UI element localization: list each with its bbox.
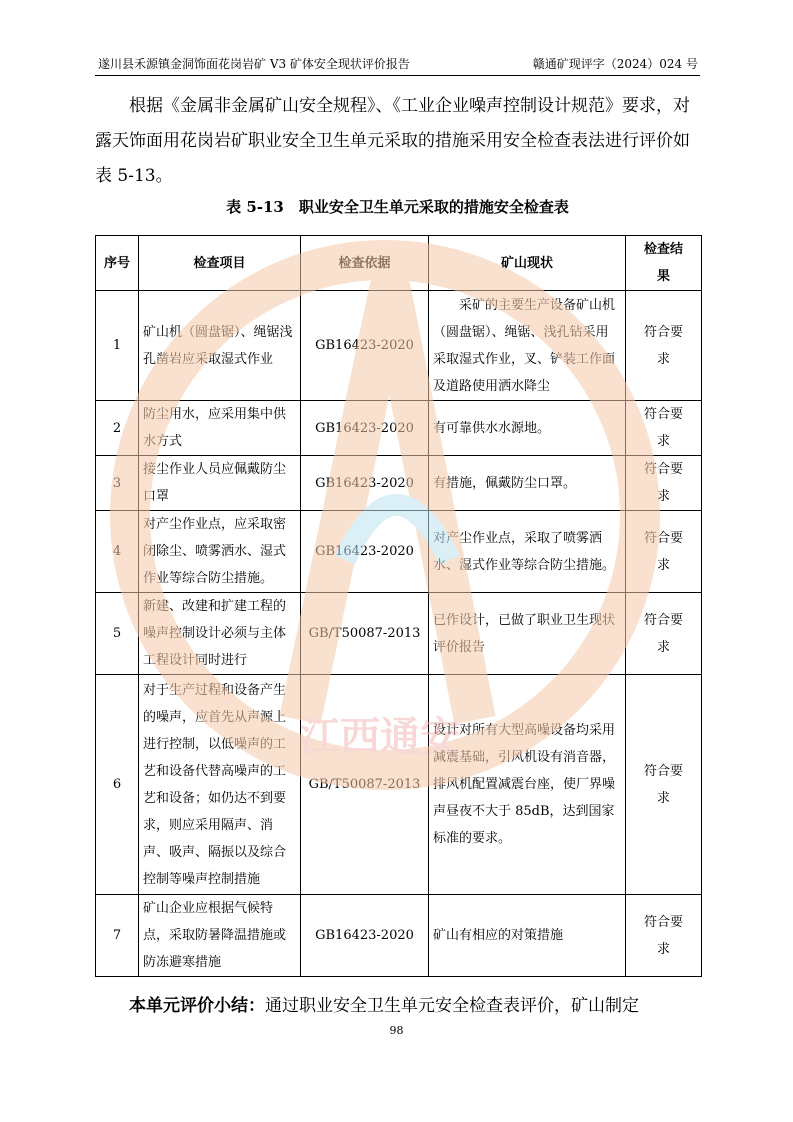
cell-status: 对产尘作业点，采取了喷雾洒水、湿式作业等综合防尘措施。 [429, 511, 626, 593]
cell-result: 符合要求 [626, 593, 702, 675]
header-status: 矿山现状 [429, 236, 626, 291]
intro-paragraph: 根据《金属非金属矿山安全规程》、《工业企业噪声控制设计规范》要求，对露天饰面用花岗岩矿职业安全卫生单元采取的措施采用安全检查表法进行评价如表 5-13。 [95, 96, 690, 186]
cell-result: 符合要求 [626, 456, 702, 511]
page-number: 98 [389, 1024, 404, 1037]
cell-no: 2 [96, 401, 139, 456]
header-item: 检查项目 [139, 236, 301, 291]
cell-result: 符合要求 [626, 675, 702, 895]
table-row [96, 593, 702, 675]
cell-no: 3 [96, 456, 139, 511]
table-caption: 表 5-13 职业安全卫生单元采取的措施安全检查表 [226, 198, 569, 216]
header-report-number: 赣通矿现评字（2024）024 号 [532, 57, 698, 71]
page-header [95, 54, 700, 74]
header-basis: 检查依据 [301, 236, 429, 291]
cell-no: 5 [96, 593, 139, 675]
cell-status: 设计对所有大型高噪设备均采用减震基础，引风机设有消音器，排风机配置减震台座，使厂界噪声昼夜不大于 85dB，达到国家标准的要求。 [429, 675, 626, 895]
header-no: 序号 [96, 236, 139, 291]
cell-basis: GB/T50087-2013 [301, 675, 429, 895]
cell-result: 符合要求 [626, 401, 702, 456]
header-rule [95, 75, 700, 76]
table-header-row [96, 236, 702, 291]
cell-result: 符合要求 [626, 291, 702, 401]
cell-no: 1 [96, 291, 139, 401]
cell-basis: GB16423-2020 [301, 895, 429, 977]
cell-item: 新建、改建和扩建工程的噪声控制设计必须与主体工程设计同时进行 [139, 593, 301, 675]
safety-checklist-table [95, 235, 702, 977]
cell-item: 防尘用水，应采用集中供水方式 [139, 401, 301, 456]
cell-status: 有措施，佩戴防尘口罩。 [429, 456, 626, 511]
table-row [96, 401, 702, 456]
cell-status: 有可靠供水水源地。 [429, 401, 626, 456]
cell-no: 6 [96, 675, 139, 895]
table-row [96, 456, 702, 511]
unit-summary [95, 989, 700, 1024]
cell-basis: GB/T50087-2013 [301, 593, 429, 675]
table-row [96, 675, 702, 895]
summary-text: 通过职业安全卫生单元安全检查表评价，矿山制定 [265, 996, 639, 1016]
table-row [96, 291, 702, 401]
cell-result: 符合要求 [626, 511, 702, 593]
cell-item: 对产尘作业点，应采取密闭除尘、喷雾洒水、湿式作业等综合防尘措施。 [139, 511, 301, 593]
cell-item: 接尘作业人员应佩戴防尘口罩 [139, 456, 301, 511]
summary-label: 本单元评价小结： [129, 996, 265, 1016]
header-report-title: 遂川县禾源镇金洞饰面花岗岩矿 V3 矿体安全现状评价报告 [98, 57, 410, 71]
header-result: 检查结果 [626, 236, 702, 291]
watermark-stamp-text: 江西通安 [300, 714, 460, 760]
cell-basis: GB16423-2020 [301, 291, 429, 401]
cell-item: 矿山机（圆盘锯）、绳锯浅孔凿岩应采取湿式作业 [139, 291, 301, 401]
cell-basis: GB16423-2020 [301, 401, 429, 456]
cell-no: 4 [96, 511, 139, 593]
cell-item: 对于生产过程和设备产生的噪声，应首先从声源上进行控制，以低噪声的工艺和设备代替高噪声的工艺和设备；如仍达不到要求，则应采用隔声、消声、吸声、隔振以及综合控制等噪声控制措施 [139, 675, 301, 895]
cell-result: 符合要求 [626, 895, 702, 977]
cell-status: 矿山有相应的对策措施 [429, 895, 626, 977]
table-row [96, 511, 702, 593]
table-row [96, 895, 702, 977]
cell-item: 矿山企业应根据气候特点，采取防暑降温措施或防冻避寒措施 [139, 895, 301, 977]
cell-no: 7 [96, 895, 139, 977]
cell-basis: GB16423-2020 [301, 511, 429, 593]
cell-status: 已作设计，已做了职业卫生现状评价报告 [429, 593, 626, 675]
cell-status: 采矿的主要生产设备矿山机（圆盘锯）、绳锯、浅孔钻采用采取湿式作业，叉、铲装工作面及道路使用洒水降尘 [429, 291, 626, 401]
cell-basis: GB16423-2020 [301, 456, 429, 511]
